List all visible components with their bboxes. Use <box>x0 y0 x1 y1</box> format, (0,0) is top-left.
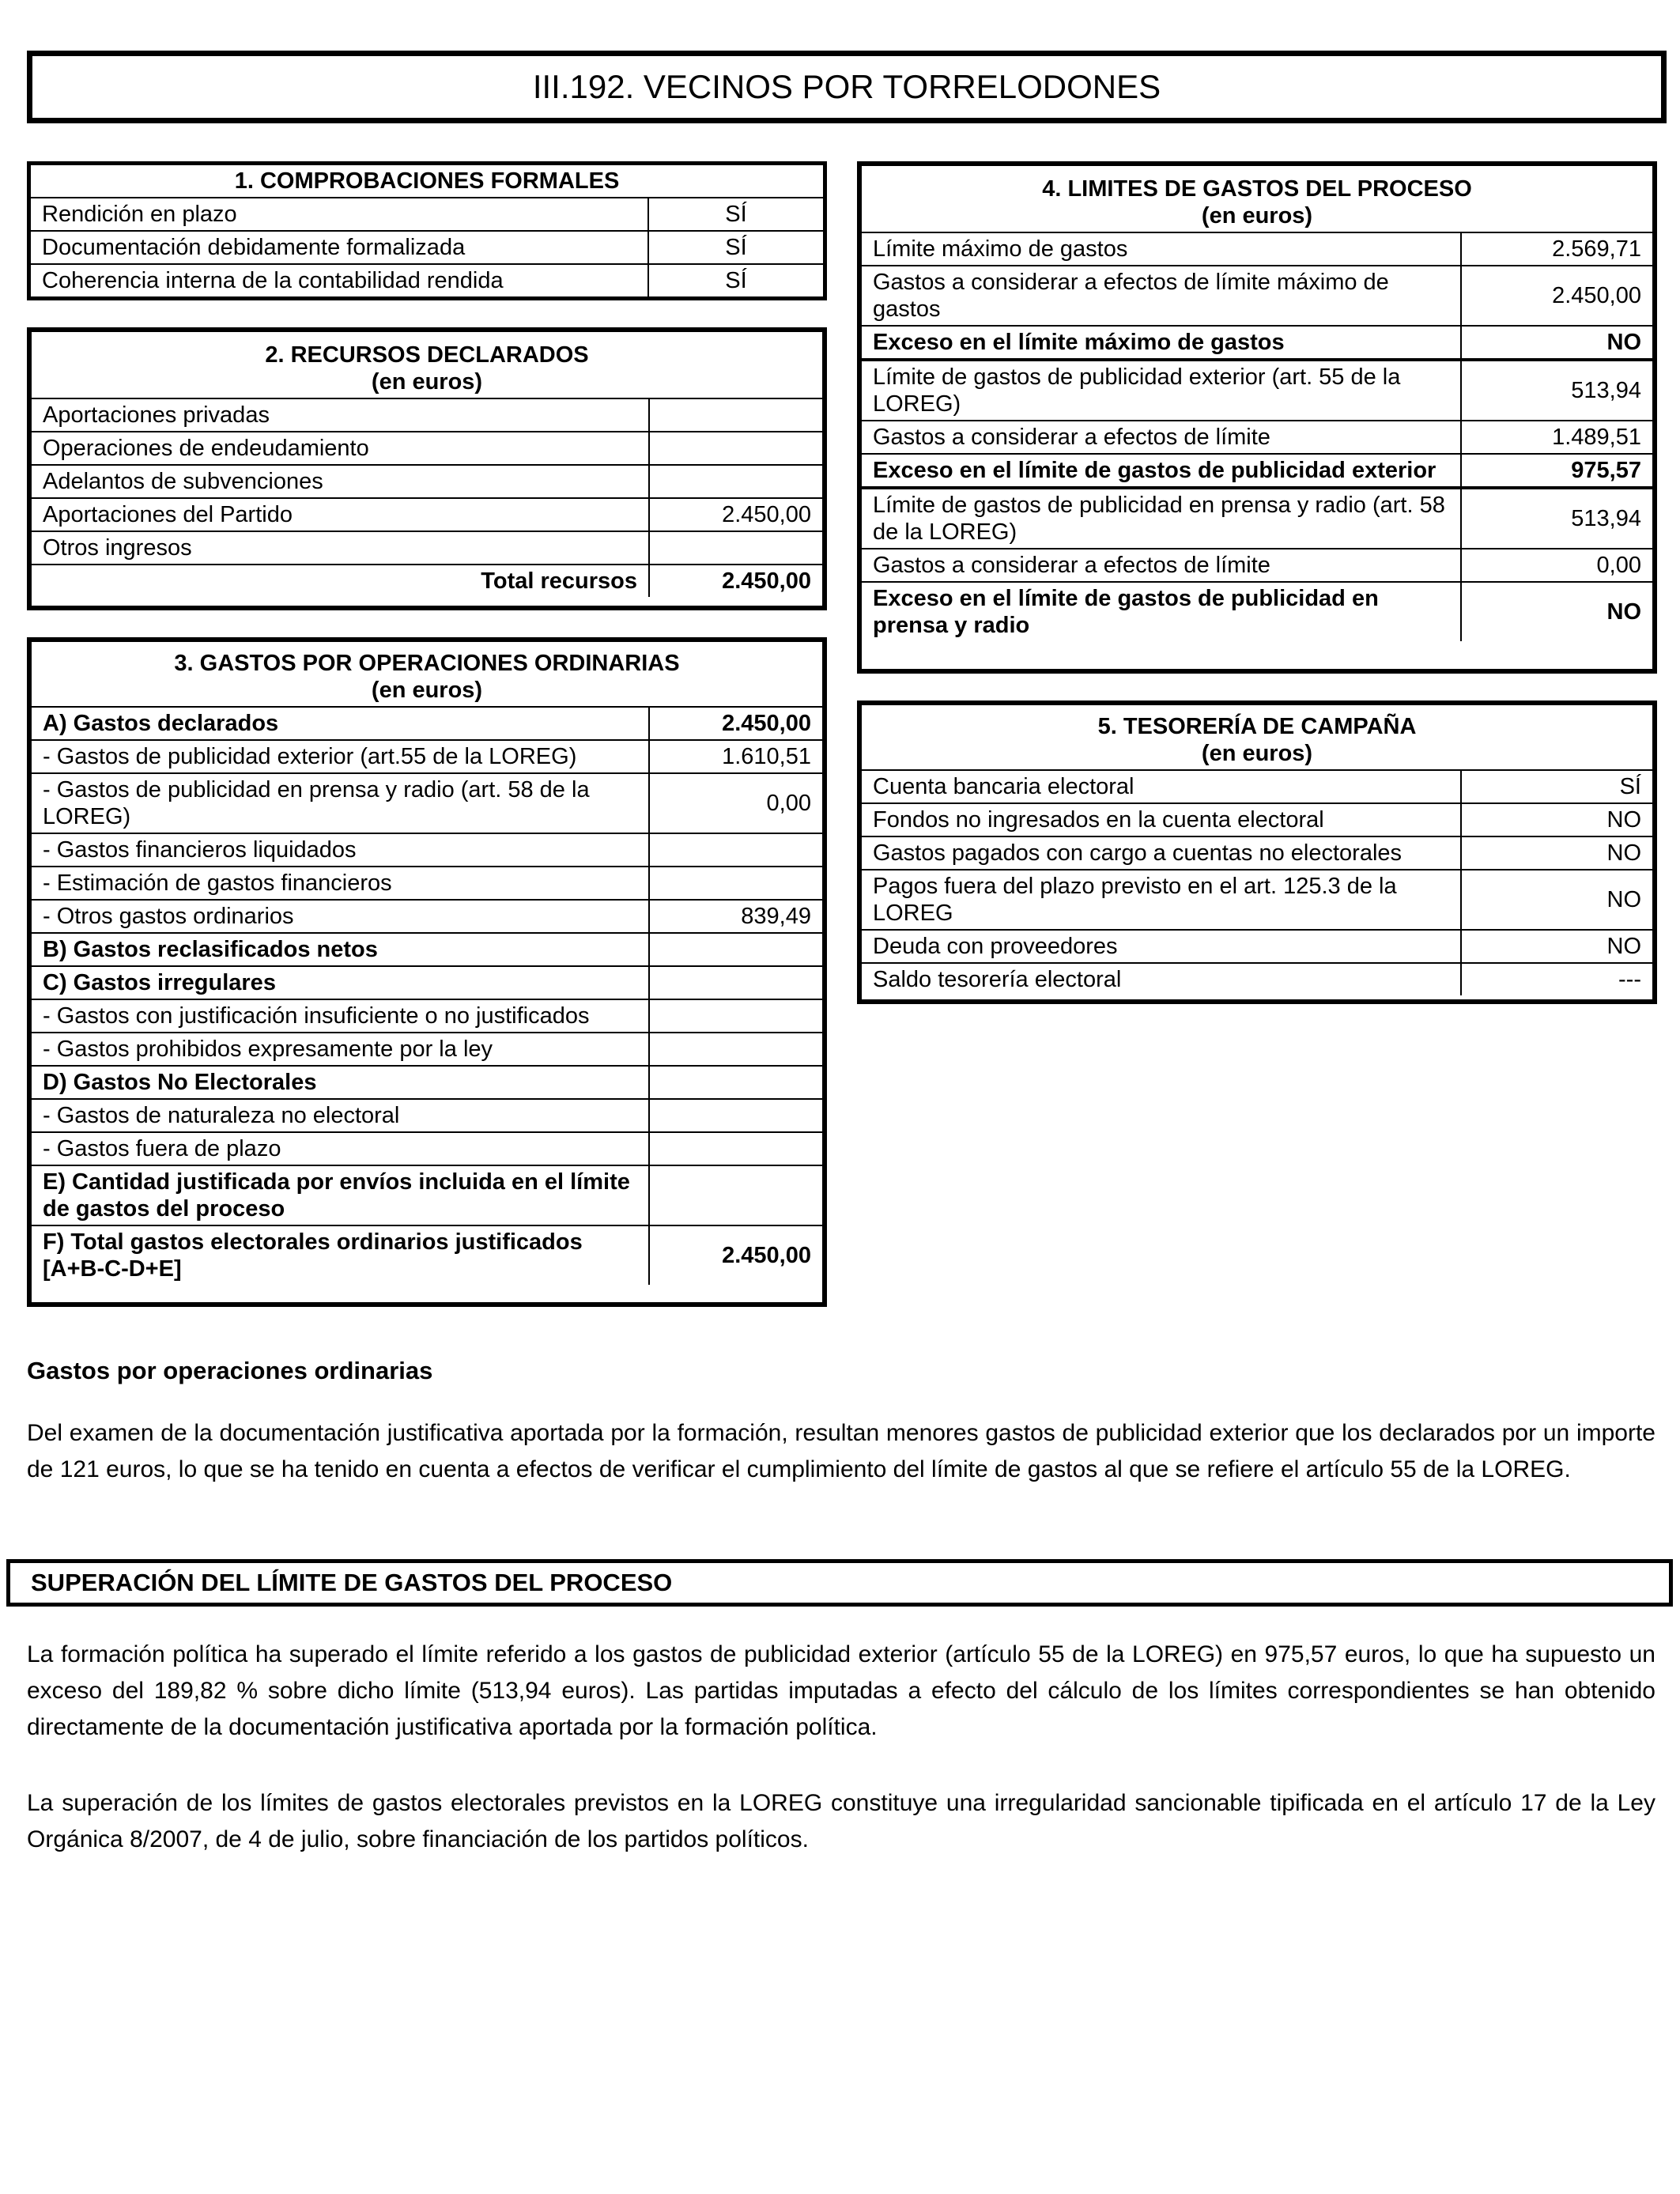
table-row: - Gastos financieros liquidados <box>32 833 822 867</box>
limites-gastos-table <box>857 161 1657 674</box>
table-row: Coherencia interna de la contabilidad rendida SÍ <box>31 264 823 296</box>
table-row: - Gastos fuera de plazo <box>32 1132 822 1165</box>
page-title: III.192. VECINOS POR TORRELODONES <box>27 51 1667 123</box>
table-row: Gastos a considerar a efectos de límite 0,00 <box>862 549 1652 582</box>
table-row: - Gastos de publicidad en prensa y radio (art. 58 de la LOREG) 0,00 <box>32 773 822 833</box>
table-row: Límite de gastos de publicidad en prensa y radio (art. 58 de la LOREG) 513,94 <box>862 488 1652 549</box>
table-row: Otros ingresos <box>32 531 822 565</box>
table-row: - Gastos de publicidad exterior (art.55 de la LOREG) 1.610,51 <box>32 740 822 773</box>
paragraph: La formación política ha superado el límite referido a los gastos de publicidad exterior (artículo 55 de la LOREG) en 975,57 euros, lo que ha supuesto un exceso del 189,82 % sobre dicho límite (513,94 euros). Las partidas imputadas a efecto del cálculo de los límites correspondientes se han obtenido directamente de la documentación justificativa aportada por la formación política. <box>27 1641 1655 1740</box>
table-row: Rendición en plazo SÍ <box>31 198 823 231</box>
table-header: 5. TESORERÍA DE CAMPAÑA <box>1097 714 1417 739</box>
table-header: 2. RECURSOS DECLARADOS <box>265 342 589 368</box>
table-row: Cuenta bancaria electoral SÍ <box>862 770 1652 803</box>
table-row: Exceso en el límite de gastos de publicidad exterior 975,57 <box>862 454 1652 488</box>
table-row: Gastos a considerar a efectos de límite máximo de gastos 2.450,00 <box>862 266 1652 326</box>
table-row: Gastos a considerar a efectos de límite 1.489,51 <box>862 421 1652 454</box>
table-row: - Estimación de gastos financieros <box>32 867 822 900</box>
table-row: Exceso en el límite de gastos de publicidad en prensa y radio NO <box>862 582 1652 641</box>
table-row: Gastos pagados con cargo a cuentas no electorales NO <box>862 836 1652 870</box>
table-header: 4. LIMITES DE GASTOS DEL PROCESO <box>1042 176 1472 202</box>
table-subheader: (en euros) <box>1201 203 1313 228</box>
total-label: Total recursos <box>32 565 649 597</box>
paragraph: Del examen de la documentación justificativa aportada por la formación, resultan menores gastos de publicidad exterior que los declarados por un importe de 121 euros, lo que se ha tenido en cuenta a efectos de verificar el cumplimiento del límite de gastos al que se refiere el artículo 55 de la LOREG. <box>27 1420 1655 1482</box>
total-value: 2.450,00 <box>649 565 822 597</box>
table-subheader: (en euros) <box>1201 741 1313 766</box>
table-row: Aportaciones privadas <box>32 398 822 432</box>
table-row: Deuda con proveedores NO <box>862 930 1652 963</box>
table-header: 3. GASTOS POR OPERACIONES ORDINARIAS <box>174 651 680 676</box>
comprobaciones-formales-table <box>27 161 827 300</box>
table-row: Fondos no ingresados en la cuenta electoral NO <box>862 803 1652 836</box>
section-banner: SUPERACIÓN DEL LÍMITE DE GASTOS DEL PROCESO <box>6 1559 1673 1607</box>
table-row: - Gastos de naturaleza no electoral <box>32 1099 822 1132</box>
table-row: Límite de gastos de publicidad exterior (art. 55 de la LOREG) 513,94 <box>862 360 1652 421</box>
table-subheader: (en euros) <box>371 369 483 395</box>
table-row: F) Total gastos electorales ordinarios justificados [A+B-C-D+E] 2.450,00 <box>32 1225 822 1285</box>
table-row: Adelantos de subvenciones <box>32 465 822 498</box>
table-subheader: (en euros) <box>371 678 483 703</box>
table-row: Documentación debidamente formalizada SÍ <box>31 231 823 264</box>
table-row: Aportaciones del Partido 2.450,00 <box>32 498 822 531</box>
table-row: A) Gastos declarados 2.450,00 <box>32 707 822 740</box>
table-row: Pagos fuera del plazo previsto en el art. 125.3 de la LOREG NO <box>862 870 1652 930</box>
table-row: - Gastos con justificación insuficiente o no justificados <box>32 999 822 1033</box>
gastos-ordinarios-table <box>27 637 827 1307</box>
table-row: E) Cantidad justificada por envíos incluida en el límite de gastos del proceso <box>32 1165 822 1225</box>
table-row: Saldo tesorería electoral --- <box>862 963 1652 995</box>
recursos-declarados-table <box>27 327 827 610</box>
table-row: - Otros gastos ordinarios 839,49 <box>32 900 822 933</box>
table-row: Operaciones de endeudamiento <box>32 432 822 465</box>
paragraph: La superación de los límites de gastos electorales previstos en la LOREG constituye una irregularidad sancionable tipificada en el artículo 17 de la Ley Orgánica 8/2007, de 4 de julio, sobre financiación de los partidos políticos. <box>27 1790 1655 1852</box>
table-row: Límite máximo de gastos 2.569,71 <box>862 232 1652 266</box>
table-row: D) Gastos No Electorales <box>32 1066 822 1099</box>
table-row: Exceso en el límite máximo de gastos NO <box>862 326 1652 360</box>
tesoreria-campana-table <box>857 700 1657 1004</box>
table-header: 1. COMPROBACIONES FORMALES <box>31 165 823 198</box>
table-row: B) Gastos reclasificados netos <box>32 933 822 966</box>
table-row: C) Gastos irregulares <box>32 966 822 999</box>
table-row: - Gastos prohibidos expresamente por la ley <box>32 1033 822 1066</box>
total-row <box>32 565 822 597</box>
section-heading: Gastos por operaciones ordinarias <box>27 1357 433 1384</box>
